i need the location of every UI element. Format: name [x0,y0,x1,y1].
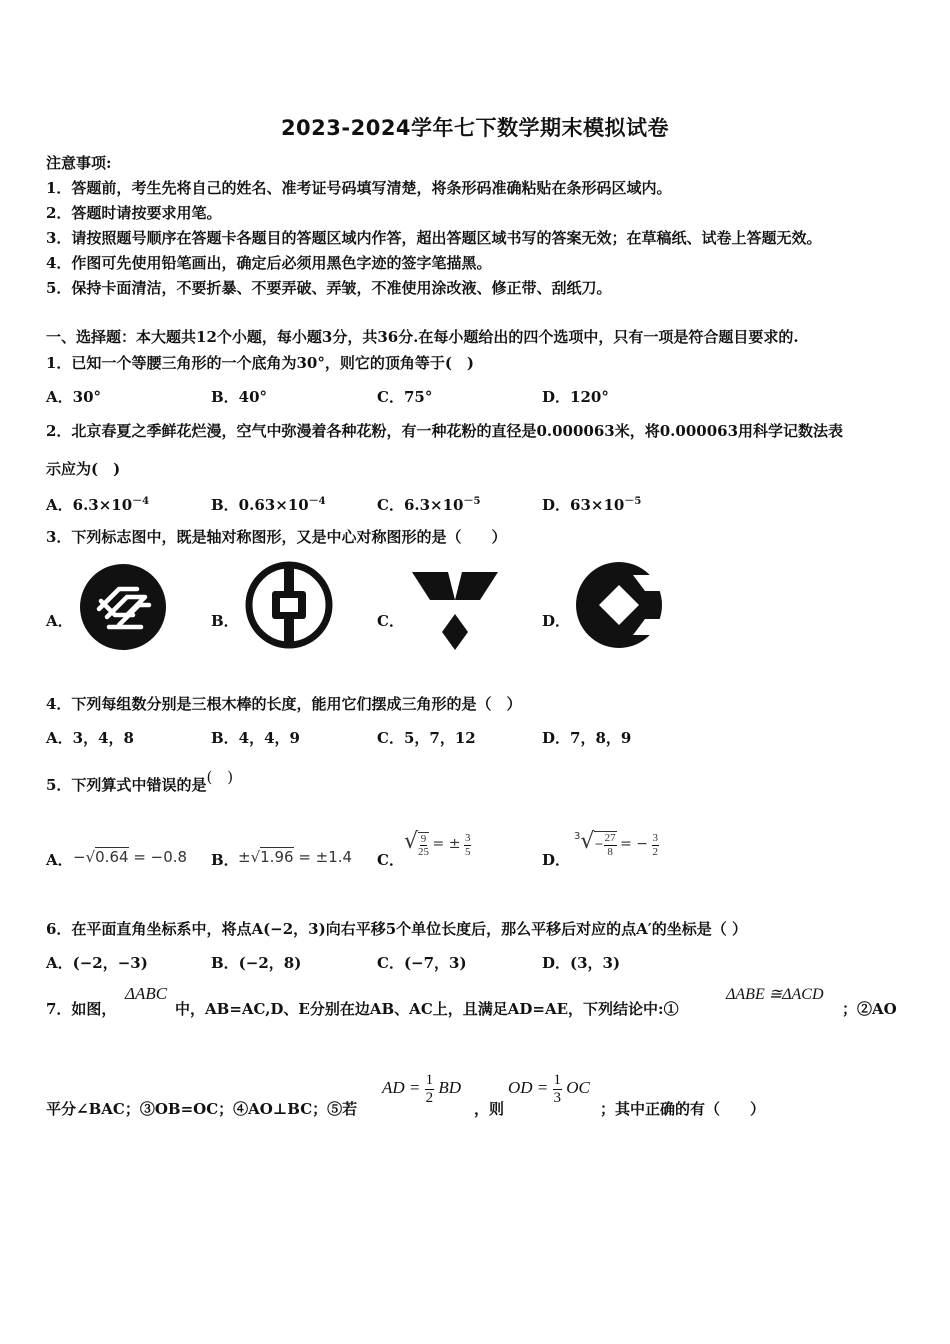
q1-option-d: D．120° [542,388,609,406]
q2-option-d: D．$63\times 10^{-5}$ [542,496,642,514]
logo-c-icon [410,570,500,650]
notice-item: 3．请按照题号顺序在答题卡各题目的答题区域内作答，超出答题区域书写的答案无效；在草稿纸、试卷上答题无效。 [46,229,822,247]
q7-congruence: ΔABE ≅ΔACD [726,986,824,1003]
q5-option-d-label: D． [542,851,571,869]
q7-line2-start: 平分∠BAC；③OB=OC；④AO⊥BC；⑤若 [46,1100,358,1118]
q3-option-a-label: A． [46,612,73,630]
page-title: 2023-2024学年七下数学期末模拟试卷 [280,116,670,140]
q2-stem-line2: 示应为( ) [46,460,121,478]
q7-stem-middle: 中，AB=AC,D、E分别在边AB、AC上，且满足AD=AE，下列结论中:① [175,1000,679,1018]
q2-option-b: B．$0.63\times 10^{-4}$ [211,496,326,514]
q5-expr-d: $^3$√− $\frac{27}{8}$ = − $\frac{3}{2}$ [574,829,659,858]
q2-stem-line1: 2．北京春夏之季鲜花烂漫，空气中弥漫着各种花粉，有一种花粉的直径是0.000063米，将0.000063用科学记数法表 [46,422,844,440]
q5-expr-a: −√0.64 = −0.8 [73,848,188,866]
q6-option-b: B．(−2，8) [211,954,302,972]
q1-stem: 1．已知一个等腰三角形的一个底角为30°，则它的顶角等于( ) [46,354,475,372]
q7-then: ，则 [474,1100,505,1118]
q3-option-d-label: D． [542,612,571,630]
notice-item: 1．答题前，考生先将自己的姓名、准考证号码填写清楚，将条形码准确粘贴在条形码区域内。 [46,179,672,197]
notice-heading: 注意事项: [46,154,112,172]
q3-option-c-label: C． [377,612,404,630]
q4-option-d: D．7，8，9 [542,729,632,747]
q5-option-a-label: A． [46,851,73,869]
q4-option-c: C．5，7，12 [377,729,476,747]
logo-a-icon [79,563,167,651]
logo-d-icon [575,561,663,649]
q6-option-d: D．(3，3) [542,954,621,972]
q7-prefix: 7．如图， [46,1000,117,1018]
q7-triangle-abc: ΔABC [125,984,168,1003]
q3-option-b-label: B． [211,612,239,630]
logo-b-icon [245,561,333,649]
notice-item: 2．答题时请按要求用笔。 [46,204,222,222]
q7-result-formula: OD = $\frac{1}{3}$ OC [508,1072,590,1106]
q5-expr-b: ±√1.96 = ±1.4 [238,848,353,866]
q4-stem: 4．下列每组数分别是三根木棒的长度，能用它们摆成三角形的是（ ） [46,695,522,713]
q5-option-b-label: B． [211,851,239,869]
q7-end: ；其中正确的有（ ） [600,1100,766,1118]
q5-expr-c: √ $\frac{9}{25}$ = ± $\frac{3}{5}$ [404,829,471,858]
q1-option-c: C．75° [377,388,433,406]
q5-stem: 5．下列算式中错误的是( ) [46,768,234,794]
q6-stem: 6．在平面直角坐标系中，将点A(−2，3)向右平移5个单位长度后，那么平移后对应的点A′的坐标是（ ） [46,920,747,938]
q5-option-c-label: C． [377,851,404,869]
q4-option-b: B．4，4，9 [211,729,300,747]
notice-item: 4．作图可先使用铅笔画出，确定后必须用黑色字迹的签字笔描黑。 [46,254,492,272]
q4-option-a: A．3，4，8 [46,729,134,747]
q2-option-a: A．$6.3\times 10^{-4}$ [46,496,150,514]
section-heading: 一、选择题：本大题共12个小题，每小题3分，共36分.在每小题给出的四个选项中，只有一项是符合题目要求的. [46,328,799,346]
q1-option-a: A．30° [46,388,102,406]
q6-option-a: A．(−2，−3) [46,954,148,972]
q7-stem-tail: ；②AO [842,1000,897,1018]
q2-option-c: C．$6.3\times 10^{-5}$ [377,496,481,514]
q1-option-b: B．40° [211,388,268,406]
q7-condition-formula: AD = $\frac{1}{2}$ BD [382,1072,462,1106]
q3-stem: 3．下列标志图中，既是轴对称图形，又是中心对称图形的是（ ） [46,528,507,546]
q6-option-c: C．(−7，3) [377,954,467,972]
notice-item: 5．保持卡面清洁，不要折暴、不要弄破、弄皱，不准使用涂改液、修正带、刮纸刀。 [46,279,612,297]
